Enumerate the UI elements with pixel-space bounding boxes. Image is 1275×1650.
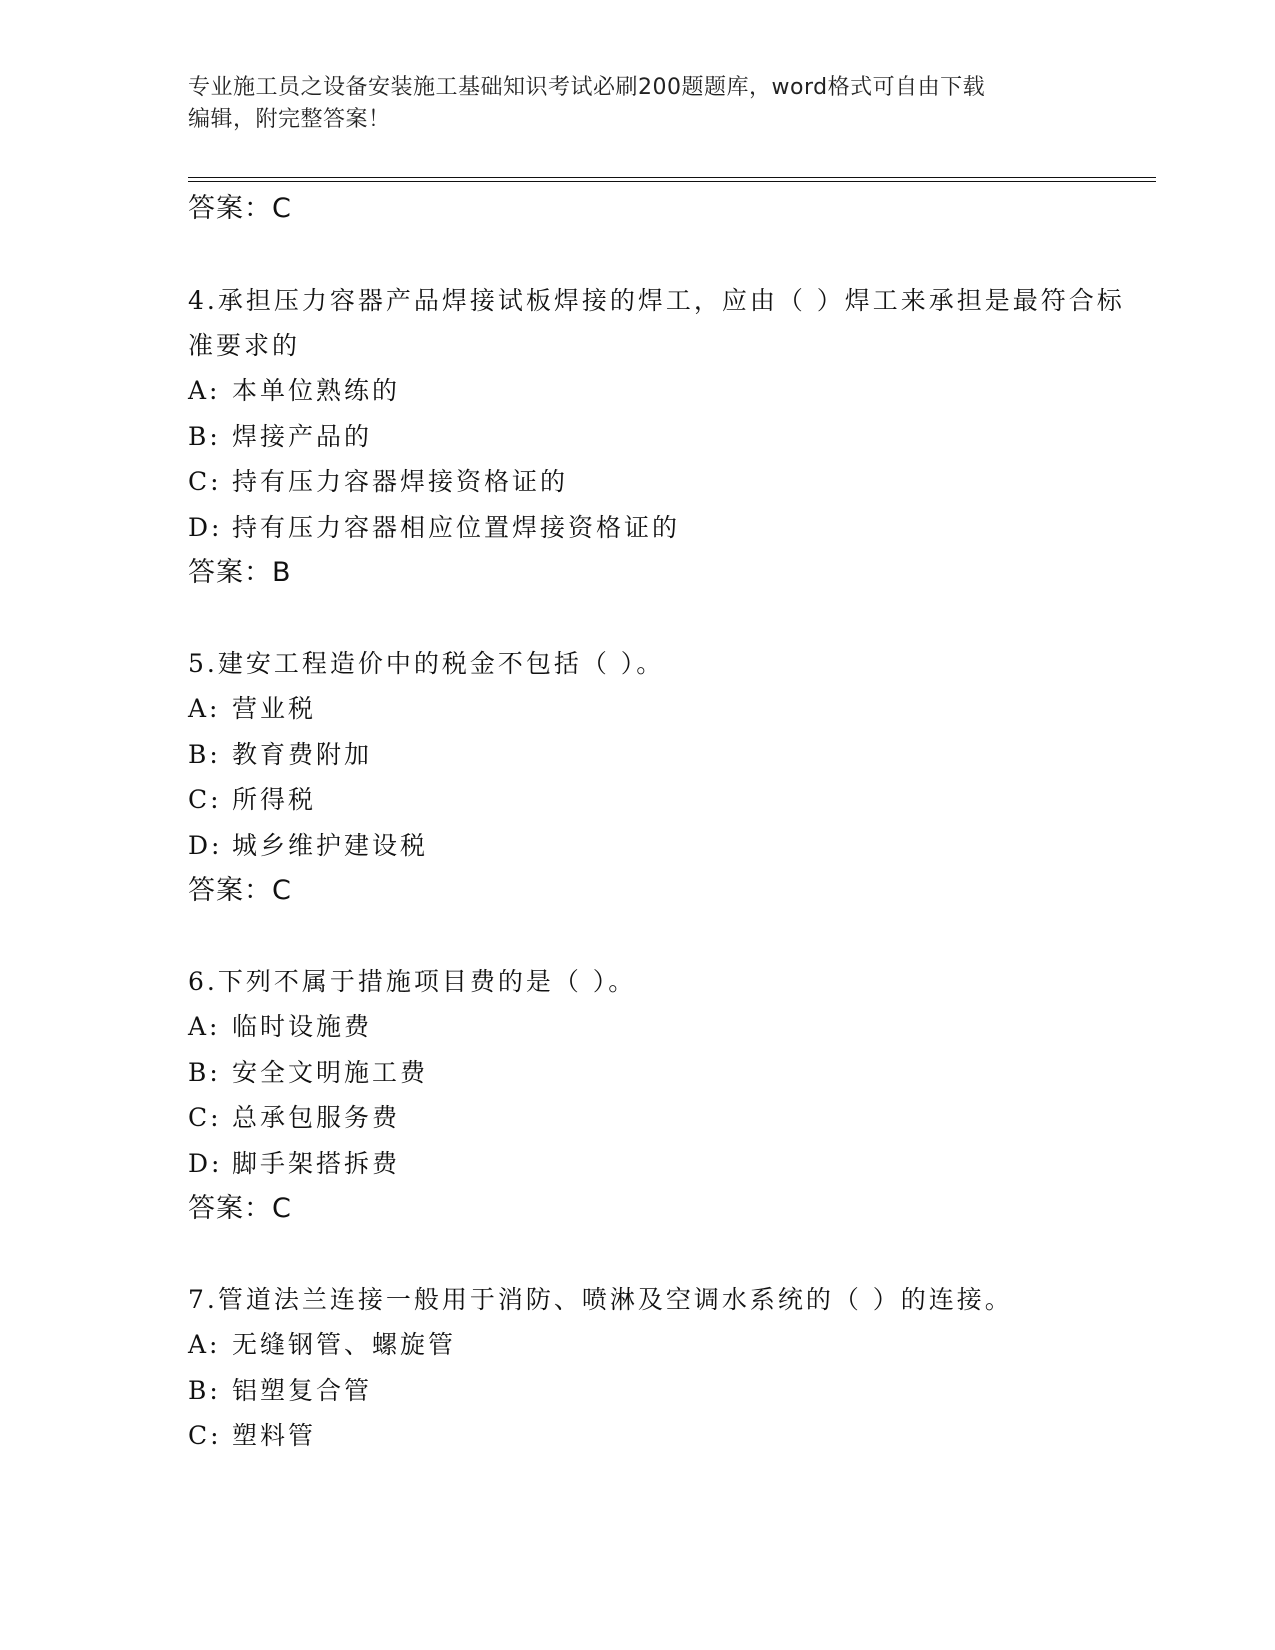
option-text: 塑料管 [232,1421,317,1450]
option-letter: A: [188,1330,221,1359]
option-letter: D: [188,512,223,542]
option-a [188,686,1148,732]
header-double-rule [188,177,1156,182]
option-a [188,1322,1148,1368]
question-block [188,1277,1148,1459]
option-text: 脚手架搭拆费 [232,1148,401,1178]
option-d [188,823,1148,869]
option-text: 持有压力容器相应位置焊接资格证的 [232,512,681,542]
option-b [188,1368,1148,1414]
option-text: 城乡维护建设税 [232,830,429,860]
option-letter: B: [188,421,221,451]
option-text: 持有压力容器焊接资格证的 [232,467,569,496]
option-text: 所得税 [232,785,317,814]
option-text: 本单位熟练的 [232,376,401,405]
option-letter: C: [188,785,222,814]
question-block [188,959,1148,1232]
question-stem: 5.建安工程造价中的税金不包括（ ）。 [188,649,665,678]
option-b [188,414,1148,460]
option-letter: A: [188,1012,221,1041]
option-text: 营业税 [232,694,317,723]
answer-line: 答案：B [188,557,292,588]
question-block [188,278,1148,596]
option-a [188,368,1148,414]
option-text: 铝塑复合管 [232,1375,373,1405]
option-d [188,505,1148,551]
option-c [188,777,1148,823]
option-letter: D: [188,1148,223,1178]
option-a [188,1004,1148,1050]
option-text: 焊接产品的 [232,421,373,451]
option-text: 总承包服务费 [232,1103,401,1132]
question-list [188,186,1148,1504]
option-text: 无缝钢管、螺旋管 [232,1330,457,1359]
answer-line: 答案：C [188,875,292,906]
option-letter: C: [188,1421,222,1450]
option-c [188,1095,1148,1141]
option-letter: C: [188,467,222,496]
option-letter: A: [188,376,221,405]
option-b [188,732,1148,778]
option-c [188,1413,1148,1459]
option-letter: B: [188,739,221,769]
option-c [188,459,1148,505]
option-text: 教育费附加 [232,739,373,769]
answer-line: 答案：C [188,193,292,224]
header-line-2: 编辑，附完整答案！ [188,107,391,132]
option-letter: D: [188,830,223,860]
option-letter: A: [188,694,221,723]
document-header [188,72,1068,136]
header-line-1: 专业施工员之设备安装施工基础知识考试必刷200题题库，word格式可自由下载 [188,75,986,100]
question-stem: 4.承担压力容器产品焊接试板焊接的焊工，应由（ ）焊工来承担是最符合标准要求的 [188,286,1125,360]
option-d [188,1141,1148,1187]
question-stem: 7.管道法兰连接一般用于消防、喷淋及空调水系统的（ ）的连接。 [188,1285,1013,1314]
option-letter: C: [188,1103,222,1132]
option-letter: B: [188,1375,221,1405]
option-text: 安全文明施工费 [232,1057,429,1087]
option-text: 临时设施费 [232,1012,373,1041]
option-b [188,1050,1148,1096]
answer-line: 答案：C [188,1193,292,1224]
question-stem: 6.下列不属于措施项目费的是（ ）。 [188,967,637,996]
option-letter: B: [188,1057,221,1087]
question-block [188,641,1148,914]
